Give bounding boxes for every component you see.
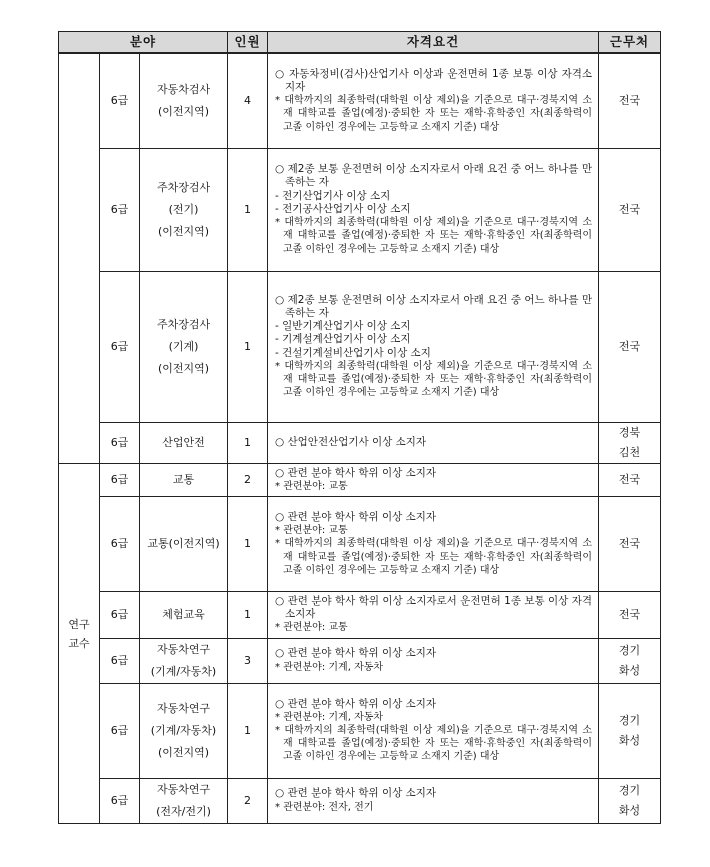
location-name: 경북 <box>618 425 641 439</box>
count-cell: 3 <box>228 638 268 683</box>
grade-cell: 6급 <box>100 683 140 778</box>
table-row <box>59 53 661 148</box>
requirement-line: ○ 관련 분야 학사 학위 이상 소지자 <box>275 647 592 660</box>
location-cell <box>599 148 661 271</box>
location-name: 전국 <box>618 607 641 621</box>
requirements-cell <box>268 778 599 823</box>
requirements-cell <box>268 53 599 148</box>
location-name: 화성 <box>618 733 641 747</box>
location-cell <box>599 271 661 422</box>
field-cell <box>140 496 228 591</box>
count-cell: 1 <box>228 496 268 591</box>
requirement-line: ○ 관련 분야 학사 학위 이상 소지자 <box>275 698 592 711</box>
count-cell: 4 <box>228 53 268 148</box>
field-name: (전자/전기) <box>156 804 211 818</box>
grade-cell: 6급 <box>100 148 140 271</box>
requirement-line: * 대학까지의 최종학력(대학원 이상 제외)을 기준으로 대구·경북지역 소재 대학교를 졸업(예정)·중퇴한 자 또는 재학·휴학중인 자(최종학력이 고졸 이하인 경우에는 고등학교 소재지 기준) 대상 <box>275 537 592 577</box>
requirement-line: ○ 관련 분야 학사 학위 이상 소지자 <box>275 787 592 800</box>
location-name: 경기 <box>618 783 641 797</box>
field-name: 교통 <box>172 472 195 486</box>
grade-cell: 6급 <box>100 53 140 148</box>
table-row <box>59 496 661 591</box>
field-name: 주차장검사 <box>156 180 211 194</box>
requirements-cell <box>268 638 599 683</box>
requirements-cell <box>268 271 599 422</box>
location-name: 김천 <box>618 445 641 459</box>
field-cell <box>140 591 228 638</box>
requirement-line: * 대학까지의 최종학력(대학원 이상 제외)을 기준으로 대구·경북지역 소재 대학교를 졸업(예정)·중퇴한 자 또는 재학·휴학중인 자(최종학력이 고졸 이하인 경우에는 고등학교 소재지 기준) 대상 <box>275 94 592 134</box>
requirement-line: - 전기공사산업기사 이상 소지 <box>275 203 592 216</box>
group-name: 교수 <box>68 636 90 650</box>
field-name: 교통(이전지역) <box>147 536 220 550</box>
field-name: (이전지역) <box>157 745 210 759</box>
location-cell <box>599 422 661 463</box>
field-name: (전기) <box>168 202 199 216</box>
field-name: 주차장검사 <box>156 317 211 331</box>
header-row <box>59 32 661 54</box>
requirement-line: - 기계설계산업기사 이상 소지 <box>275 333 592 346</box>
field-cell <box>140 422 228 463</box>
grade-cell: 6급 <box>100 638 140 683</box>
location-name: 전국 <box>618 472 641 486</box>
requirement-line: ○ 제2종 보통 운전면허 이상 소지자로서 아래 요건 중 어느 하나를 만족하는 자 <box>275 294 592 320</box>
requirement-line: ○ 관련 분야 학사 학위 이상 소지자 <box>275 467 592 480</box>
field-cell <box>140 271 228 422</box>
field-name: 자동차검사 <box>156 82 211 96</box>
location-cell <box>599 683 661 778</box>
location-name: 화성 <box>618 663 641 677</box>
requirement-line: * 대학까지의 최종학력(대학원 이상 제외)을 기준으로 대구·경북지역 소재 대학교를 졸업(예정)·중퇴한 자 또는 재학·휴학중인 자(최종학력이 고졸 이하인 경우에는 고등학교 소재지 기준) 대상 <box>275 360 592 400</box>
count-cell: 2 <box>228 778 268 823</box>
field-name: (이전지역) <box>157 224 210 238</box>
requirement-line: - 전기산업기사 이상 소지 <box>275 190 592 203</box>
recruitment-table <box>58 31 661 824</box>
requirement-line: * 관련분야: 전자, 전기 <box>275 801 592 814</box>
requirement-line: * 대학까지의 최종학력(대학원 이상 제외)을 기준으로 대구·경북지역 소재 대학교를 졸업(예정)·중퇴한 자 또는 재학·휴학중인 자(최종학력이 고졸 이하인 경우에는 고등학교 소재지 기준) 대상 <box>275 216 592 256</box>
count-cell: 1 <box>228 683 268 778</box>
requirement-line: * 관련분야: 기계, 자동차 <box>275 711 592 724</box>
field-name: 자동차연구 <box>156 782 211 796</box>
requirement-line: ○ 관련 분야 학사 학위 이상 소지자 <box>275 511 592 524</box>
location-cell <box>599 463 661 496</box>
field-name: (기계) <box>168 339 199 353</box>
grade-cell: 6급 <box>100 496 140 591</box>
grade-cell: 6급 <box>100 463 140 496</box>
field-cell <box>140 53 228 148</box>
field-name: 체험교육 <box>162 607 205 621</box>
location-name: 경기 <box>618 643 641 657</box>
requirements-cell <box>268 591 599 638</box>
field-cell <box>140 778 228 823</box>
field-name: (이전지역) <box>157 104 210 118</box>
requirement-line: * 관련분야: 기계, 자동차 <box>275 661 592 674</box>
group-cell <box>59 463 100 823</box>
count-cell: 1 <box>228 148 268 271</box>
requirement-line: - 건설기계설비산업기사 이상 소지 <box>275 347 592 360</box>
requirements-cell <box>268 463 599 496</box>
requirement-line: ○ 제2종 보통 운전면허 이상 소지자로서 아래 요건 중 어느 하나를 만족하는 자 <box>275 163 592 189</box>
location-name: 전국 <box>618 339 641 353</box>
field-name: 산업안전 <box>162 435 205 449</box>
requirements-cell <box>268 422 599 463</box>
location-name: 경기 <box>618 713 641 727</box>
location-name: 전국 <box>618 536 641 550</box>
grade-cell: 6급 <box>100 778 140 823</box>
table-row <box>59 591 661 638</box>
requirements-cell <box>268 148 599 271</box>
requirement-line: * 관련분야: 교통 <box>275 480 592 493</box>
table-row <box>59 422 661 463</box>
table-body <box>59 53 661 823</box>
count-cell: 1 <box>228 422 268 463</box>
field-cell <box>140 683 228 778</box>
requirement-line: * 관련분야: 교통 <box>275 621 592 634</box>
grade-cell: 6급 <box>100 271 140 422</box>
requirement-line: ○ 관련 분야 학사 학위 이상 소지자로서 운전면허 1종 보통 이상 자격소지자 <box>275 595 592 621</box>
location-name: 전국 <box>618 93 641 107</box>
field-name: 자동차연구 <box>156 642 211 656</box>
requirement-line: ○ 산업안전산업기사 이상 소지자 <box>275 436 592 449</box>
field-name: 자동차연구 <box>156 701 211 715</box>
group-cell <box>59 53 100 463</box>
count-cell: 2 <box>228 463 268 496</box>
grade-cell: 6급 <box>100 591 140 638</box>
table-row <box>59 271 661 422</box>
location-cell <box>599 496 661 591</box>
requirements-cell <box>268 683 599 778</box>
grade-cell: 6급 <box>100 422 140 463</box>
field-name: (이전지역) <box>157 361 210 375</box>
field-name: (기계/자동차) <box>150 723 217 737</box>
location-name: 화성 <box>618 803 641 817</box>
field-name: (기계/자동차) <box>150 664 217 678</box>
header-requirements: 자격요건 <box>268 32 599 54</box>
field-cell <box>140 638 228 683</box>
location-cell <box>599 778 661 823</box>
requirement-line: ○ 자동차정비(검사)산업기사 이상과 운전면허 1종 보통 이상 자격소지자 <box>275 68 592 94</box>
requirement-line: - 일반기계산업기사 이상 소지 <box>275 320 592 333</box>
location-cell <box>599 591 661 638</box>
header-count: 인원 <box>228 32 268 54</box>
table-row <box>59 683 661 778</box>
field-cell <box>140 148 228 271</box>
group-name: 연구 <box>68 617 90 631</box>
table-row <box>59 463 661 496</box>
table-row <box>59 148 661 271</box>
header-location: 근무처 <box>599 32 661 54</box>
table-row <box>59 778 661 823</box>
location-name: 전국 <box>618 202 641 216</box>
requirement-line: * 대학까지의 최종학력(대학원 이상 제외)을 기준으로 대구·경북지역 소재 대학교를 졸업(예정)·중퇴한 자 또는 재학·휴학중인 자(최종학력이 고졸 이하인 경우에는 고등학교 소재지 기준) 대상 <box>275 724 592 764</box>
location-cell <box>599 53 661 148</box>
requirement-line: * 관련분야: 교통 <box>275 524 592 537</box>
requirements-cell <box>268 496 599 591</box>
count-cell: 1 <box>228 591 268 638</box>
table-row <box>59 638 661 683</box>
field-cell <box>140 463 228 496</box>
header-field: 분야 <box>59 32 228 54</box>
count-cell: 1 <box>228 271 268 422</box>
location-cell <box>599 638 661 683</box>
